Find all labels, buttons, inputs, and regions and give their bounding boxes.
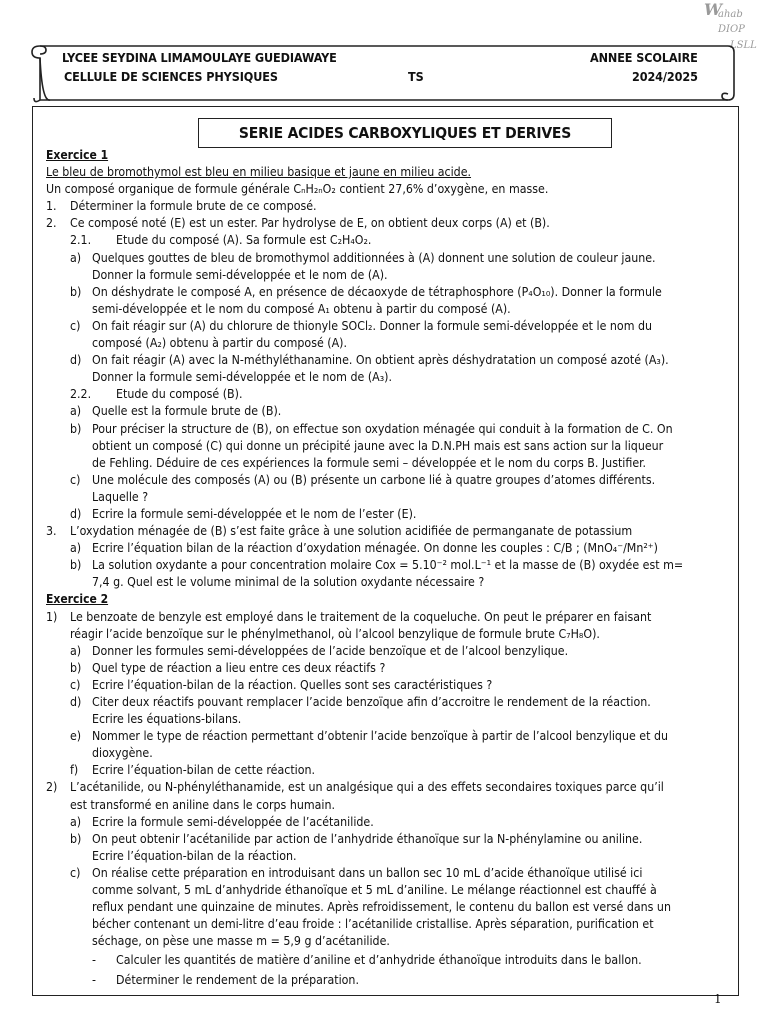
question-letter: c) xyxy=(70,677,81,692)
text-line: On réalise cette préparation en introduisant dans un ballon sec 10 mL d’acide éthanoïque utilisé ici xyxy=(92,865,643,880)
ex2-q1 xyxy=(46,609,724,643)
question-letter: d) xyxy=(70,353,82,368)
ex1-section-2-1: 2.1. Etude du composé (A). Sa formule est C₂H₄O₂. xyxy=(70,233,372,248)
text-line: Ecrire l’équation-bilan de cette réaction. xyxy=(92,763,316,778)
text-line: de Fehling. Déduire de ces expériences la formule semi – développée et le nom du corps B. Justifier. xyxy=(92,455,647,470)
watermark-line4: LSLL xyxy=(730,40,757,51)
watermark-w: W xyxy=(704,0,722,19)
header-scroll-banner xyxy=(28,38,738,104)
ex1-q1: 1. Déterminer la formule brute de ce composé. xyxy=(46,199,317,214)
numbered-question xyxy=(46,779,724,813)
text-line: Quelques gouttes de bleu de bromothymol additionnées à (A) donnent une solution de couleur jaune. xyxy=(92,250,656,265)
text-line: Ecrire les équations-bilans. xyxy=(92,712,242,727)
text-line: est transformé en aniline dans le corps humain. xyxy=(70,797,335,812)
ex1-intro: Un composé organique de formule générale CₙH₂ₙO₂ contient 27,6% d’oxygène, en masse. xyxy=(46,182,549,197)
text-line: réagir l’acide benzoïque sur le phénylmethanol, où l’alcool benzylique de formule brute C₇H₈O). xyxy=(70,626,600,641)
question-item xyxy=(46,540,724,557)
text-line: dioxygène. xyxy=(92,746,153,761)
text-line: Une molécule des composés (A) ou (B) présente un carbone lié à quatre groupes d’atomes différents. xyxy=(92,472,656,487)
title-box xyxy=(198,118,612,148)
text-line: Citer deux réactifs pouvant remplacer l’acide benzoïque afin d’accroitre le rendement de la réaction. xyxy=(92,695,651,709)
ex2-q2 xyxy=(46,779,724,813)
ex1-3-questions xyxy=(46,540,724,591)
watermark-line2: ahab xyxy=(718,9,743,20)
question-number: 2) xyxy=(46,780,58,795)
dash-text: Déterminer le rendement de la préparation. xyxy=(116,972,359,987)
text-line: semi-développée et le nom du composé A₁ obtenu à partir du composé (A). xyxy=(92,301,511,316)
question-letter: c) xyxy=(70,865,81,880)
question-text xyxy=(70,779,724,813)
text-line: Pour préciser la structure de (B), on effectue son oxydation ménagée qui conduit à la formation de C. On xyxy=(92,421,673,436)
question-item xyxy=(46,677,724,694)
question-text xyxy=(92,352,724,386)
ex1-section-2-2: 2.2. Etude du composé (B). xyxy=(70,387,243,402)
dash-text: Calculer les quantités de matière d’aniline et d’anhydride éthanoïque introduits dans le ballon. xyxy=(116,953,642,968)
exercise-2-heading: Exercice 2 xyxy=(46,592,109,607)
text-line: On fait réagir (A) avec la N-méthyléthanamine. On obtient après déshydratation un composé azoté (A₃). xyxy=(92,353,669,368)
ex2-dash-items xyxy=(46,952,724,988)
page-title: SERIE ACIDES CARBOXYLIQUES ET DERIVES xyxy=(238,124,572,142)
text-line: Quelle est la formule brute de (B). xyxy=(92,404,282,419)
text-line: On fait réagir sur (A) du chlorure de thionyle SOCl₂. Donner la formule semi-développée et le nom du xyxy=(92,318,653,333)
question-letter: b) xyxy=(70,558,82,573)
text-line: Donner la formule semi-développée et le nom de (A₃). xyxy=(92,370,392,385)
document-content xyxy=(46,147,724,989)
text-line: bécher contenant un demi-litre d’eau froide : l’acétanilide cristallise. Après séparation, purification et xyxy=(92,917,654,932)
question-text xyxy=(92,831,724,865)
text-line: Le benzoate de benzyle est employé dans le traitement de la coqueluche. On peut le préparer en faisant xyxy=(70,609,652,624)
question-item xyxy=(46,250,724,284)
text-line: composé (A₂) obtenu à partir du composé (A). xyxy=(92,336,347,351)
text-line: Quel type de réaction a lieu entre ces deux réactifs ? xyxy=(92,660,386,675)
exercise-1-heading: Exercice 1 xyxy=(46,148,109,162)
question-letter: a) xyxy=(70,541,82,556)
text-line: reflux pendant une quinzaine de minutes. Après refroidissement, le contenu du ballon est versé dans un xyxy=(92,900,671,915)
text-line: Ecrire la formule semi-développée et le nom de l’ester (E). xyxy=(92,506,417,521)
question-letter: c) xyxy=(70,472,81,487)
text-line: On peut obtenir l’acétanilide par action de l’anhydride éthanoïque sur la N-phénylamine ou aniline. xyxy=(92,831,643,846)
question-letter: b) xyxy=(70,660,82,675)
ex1-q3: 3. L’oxydation ménagée de (B) s’est faite grâce à une solution acidifiée de permanganate de potassium xyxy=(46,524,633,539)
question-item xyxy=(46,831,724,865)
question-text xyxy=(92,814,724,831)
question-item xyxy=(46,694,724,728)
text-line: Laquelle ? xyxy=(92,489,149,504)
ex1-2-1-questions xyxy=(46,250,724,387)
question-number: 1) xyxy=(46,609,58,624)
year-label: ANNEE SCOLAIRE xyxy=(590,50,698,65)
question-text xyxy=(92,403,724,420)
question-letter: d) xyxy=(70,695,82,709)
text-line: Ecrire l’équation-bilan de la réaction. Quelles sont ses caractéristiques ? xyxy=(92,677,493,692)
watermark-line3: DIOP xyxy=(718,24,745,35)
question-item xyxy=(46,472,724,506)
page-number: 1 xyxy=(714,992,722,1006)
text-line: 7,4 g. Quel est le volume minimal de la solution oxydante nécessaire ? xyxy=(92,575,485,590)
question-item xyxy=(46,643,724,660)
text-line: Donner la formule semi-développée et le nom de (A). xyxy=(92,267,388,282)
question-item xyxy=(46,318,724,352)
question-text xyxy=(92,677,724,694)
question-text xyxy=(92,643,724,660)
ex1-q2: 2. Ce composé noté (E) est un ester. Par hydrolyse de E, on obtient deux corps (A) et (B). xyxy=(46,216,550,231)
question-item xyxy=(46,814,724,831)
ex1-intro-underlined: Le bleu de bromothymol est bleu en milieu basique et jaune en milieu acide. xyxy=(46,165,472,180)
ex2-1-questions xyxy=(46,643,724,780)
question-text xyxy=(92,472,724,506)
question-letter: a) xyxy=(70,250,82,265)
question-item xyxy=(46,762,724,779)
question-item xyxy=(46,284,724,318)
text-line: Donner les formules semi-développées de l’acide benzoïque et de l’alcool benzylique. xyxy=(92,643,569,658)
text-line: comme solvant, 5 mL d’anhydride éthanoïque et 5 mL d’aniline. Le mélange réactionnel est chauffé à xyxy=(92,883,657,898)
dash-bullet: - xyxy=(92,972,96,987)
text-line: Nommer le type de réaction permettant d’obtenir l’acide benzoïque à partir de l’alcool benzylique et du xyxy=(92,729,668,744)
question-letter: a) xyxy=(70,814,82,829)
question-text xyxy=(92,694,724,728)
question-letter: b) xyxy=(70,284,82,299)
ex2-2-questions xyxy=(46,814,724,951)
question-text xyxy=(92,318,724,352)
question-text xyxy=(92,660,724,677)
text-line: Ecrire l’équation-bilan de la réaction. xyxy=(92,848,297,863)
question-letter: b) xyxy=(70,421,82,436)
question-text xyxy=(92,250,724,284)
question-item xyxy=(46,660,724,677)
dash-bullet: - xyxy=(92,953,96,968)
question-text xyxy=(92,728,724,762)
question-text xyxy=(92,284,724,318)
level: TS xyxy=(408,69,424,84)
question-text xyxy=(92,762,724,779)
school-year: 2024/2025 xyxy=(632,69,698,84)
question-text xyxy=(92,421,724,472)
question-item xyxy=(46,403,724,420)
question-item xyxy=(46,865,724,950)
school-name: LYCEE SEYDINA LIMAMOULAYE GUEDIAWAYE xyxy=(62,50,337,65)
question-letter: a) xyxy=(70,643,82,658)
question-letter: f) xyxy=(70,763,79,778)
question-text xyxy=(70,609,724,643)
question-letter: e) xyxy=(70,729,82,744)
cell-name: CELLULE DE SCIENCES PHYSIQUES xyxy=(64,69,278,84)
question-letter: c) xyxy=(70,318,81,333)
question-item xyxy=(46,728,724,762)
question-text xyxy=(92,540,724,557)
text-line: L’acétanilide, ou N-phényléthanamide, est un analgésique qui a des effets secondaires toxiques parce qu’il xyxy=(70,780,664,795)
question-letter: b) xyxy=(70,831,82,846)
question-text xyxy=(92,557,724,591)
text-line: obtient un composé (C) qui donne un précipité jaune avec la D.N.PH mais est sans action sur la liqueur xyxy=(92,438,664,453)
text-line: On déshydrate le composé A, en présence de décaoxyde de tétraphosphore (P₄O₁₀). Donner la formule xyxy=(92,284,662,299)
text-line: La solution oxydante a pour concentration molaire Cox = 5.10⁻² mol.L⁻¹ et la masse de (B) oxydée est m= xyxy=(92,558,684,573)
question-letter: a) xyxy=(70,404,82,419)
question-text xyxy=(92,865,724,950)
question-letter: d) xyxy=(70,506,82,521)
text-line: Ecrire la formule semi-développée de l’acétanilide. xyxy=(92,814,374,829)
question-text xyxy=(92,506,724,523)
dash-item xyxy=(46,952,724,969)
question-item xyxy=(46,421,724,472)
question-item xyxy=(46,352,724,386)
question-item xyxy=(46,557,724,591)
question-item xyxy=(46,506,724,523)
text-line: séchage, on pèse une masse m = 5,9 g d’acétanilide. xyxy=(92,934,390,949)
numbered-question xyxy=(46,609,724,643)
dash-item xyxy=(46,972,724,989)
text-line: Ecrire l’équation bilan de la réaction d’oxydation ménagée. On donne les couples : C/B ; (MnO₄⁻/Mn²⁺) xyxy=(92,541,658,556)
ex1-2-2-questions xyxy=(46,403,724,523)
